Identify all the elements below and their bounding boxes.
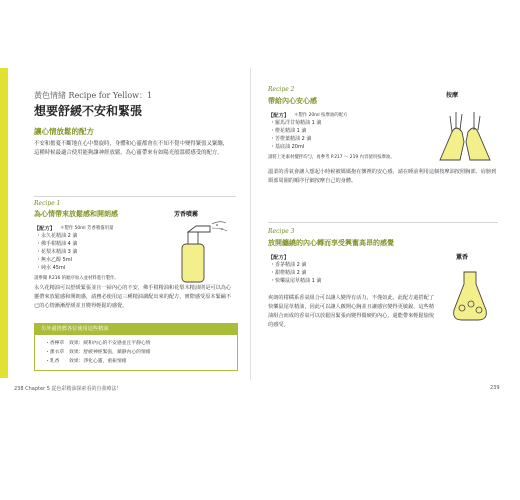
recipe-3-body: 爽朗的柑橘系香氣組合可以讓人變得有活力，不僅如此，此配方還搭配了快樂鼠尾草精油，因此可以讓人敞開心胸並且讓感官變得更敏銳。這些精油組合而成的香氣可以放鬆因緊張而變得僵硬的內心，還能帶來輕鬆愉悅的感受。 — [268, 295, 435, 329]
recipe-3-title: 放開纏繞的內心轉而享受興奮高昂的感覺 — [268, 239, 394, 247]
ingredient: ・無水乙醇 5ml — [36, 257, 73, 263]
ingredient: ・苦橙葉精油 2 滴 — [270, 136, 312, 142]
chapter-subtitle: 黃色情緒 Recipe for Yellow：1 — [34, 91, 153, 100]
extra-row: ・香檸草 效果：緩和內心的不安感並且平靜心情 — [45, 341, 151, 346]
diffuser-illustration — [444, 264, 496, 324]
recipe-1-label: Recipe 1 — [34, 200, 61, 207]
recipe-2-title: 帶給內心安心感 — [268, 97, 317, 105]
extra-recommendation-box — [34, 323, 238, 371]
left-footer: 238 Chapter 5 從色彩精油探索看的自我療法！ — [14, 386, 122, 392]
extra-row: ・乳香 效果：淨化心靈，重振情緒 — [45, 359, 127, 364]
ingredient: ・橙花精油 1 滴 — [270, 128, 307, 134]
recipe-2-formula-note: ＊製作 20ml 按摩油的配方 — [294, 113, 348, 118]
right-page-number: 239 — [490, 385, 500, 391]
ingredient: ・佛手柑精油 4 滴 — [36, 241, 78, 247]
recipe-1-formula-head: 【配方】 — [34, 226, 56, 232]
recipe-1-body: 永久花精油可以舒緩緊張並且一掃內心的不安，佛手柑精油和花梨木精油則是可以為心靈帶來放鬆感和開朗感，請務必使用這三種精油調配出來的配方，實際感受原本緊繃不已的心情漸漸舒緩並且變得輕鬆的感覺。 — [34, 285, 232, 310]
yellow-edge-stripe — [0, 68, 8, 378]
spray-technique-label: 芳香噴霧 — [174, 211, 199, 218]
ingredient: ・快樂鼠尾草精油 1 滴 — [270, 278, 322, 284]
recipe-2-body: 溫柔的香氣會讓人想起小時候被媽媽抱在懷裡的安心感，請在睡前利用這個按摩油按照胸部、肩膀到頸部周圍的順序仔細按摩自己的身體。 — [268, 169, 497, 185]
recipe-1-title: 為心情帶來放鬆感和開朗感 — [34, 210, 118, 218]
recipe-3-label: Recipe 3 — [268, 228, 295, 235]
ingredient: ・羅馬洋甘菊精油 1 滴 — [270, 120, 322, 126]
ingredient: ・永久花精油 2 滴 — [36, 233, 78, 239]
left-page — [12, 68, 251, 380]
massage-hands-illustration — [434, 102, 496, 162]
right-page — [256, 68, 508, 380]
recipe-2-formula-head: 【配方】 — [268, 113, 290, 119]
ingredient: ・花梨木精油 3 滴 — [36, 249, 78, 255]
ingredient: ・基底油 20ml — [270, 144, 305, 150]
ingredient: ・香茅精油 2 滴 — [270, 262, 307, 268]
spray-bottle-illustration — [162, 218, 232, 288]
diffuser-technique-label: 薰香 — [456, 254, 469, 261]
ingredient: ・純水 45ml — [36, 265, 66, 271]
intro-paragraph: 不安和擔憂不斷地在心中盤旋時，身體和心靈都會在不知不覺中變得緊張又緊繃，這種時候最適合使用能夠讓神經放鬆，為心靈帶來有如陽光般溫暖感受的配方。 — [34, 141, 229, 157]
ingredient: ・甜橙精油 2 滴 — [270, 270, 307, 276]
recipe-3-formula-head: 【配方】 — [268, 255, 290, 261]
massage-technique-label: 按摩 — [446, 92, 459, 99]
recipe-1-formula-note: ＊製作 50ml 芳香噴霧用量 — [60, 226, 114, 231]
recipe-2-label: Recipe 2 — [268, 86, 295, 93]
page-title: 想要舒緩不安和緊張 — [34, 104, 143, 118]
recipe-2-tip: 請將上述素材攪拌均勻，再參考 P.217 ～ 219 內容使用按摩油。 — [268, 155, 395, 160]
divider — [268, 222, 498, 223]
divider — [34, 196, 236, 197]
extra-box-title: 另外還推薦各位使用這些精油 — [35, 324, 237, 335]
recipe-1-tip: 請參閱 P.216 的順序加入並材料進行製作。 — [34, 276, 119, 281]
section-title: 讓心情放鬆的配方 — [34, 127, 94, 136]
extra-row: ・薰衣草 效果：舒緩神經緊張，鎮靜內心的情緒 — [45, 350, 151, 355]
